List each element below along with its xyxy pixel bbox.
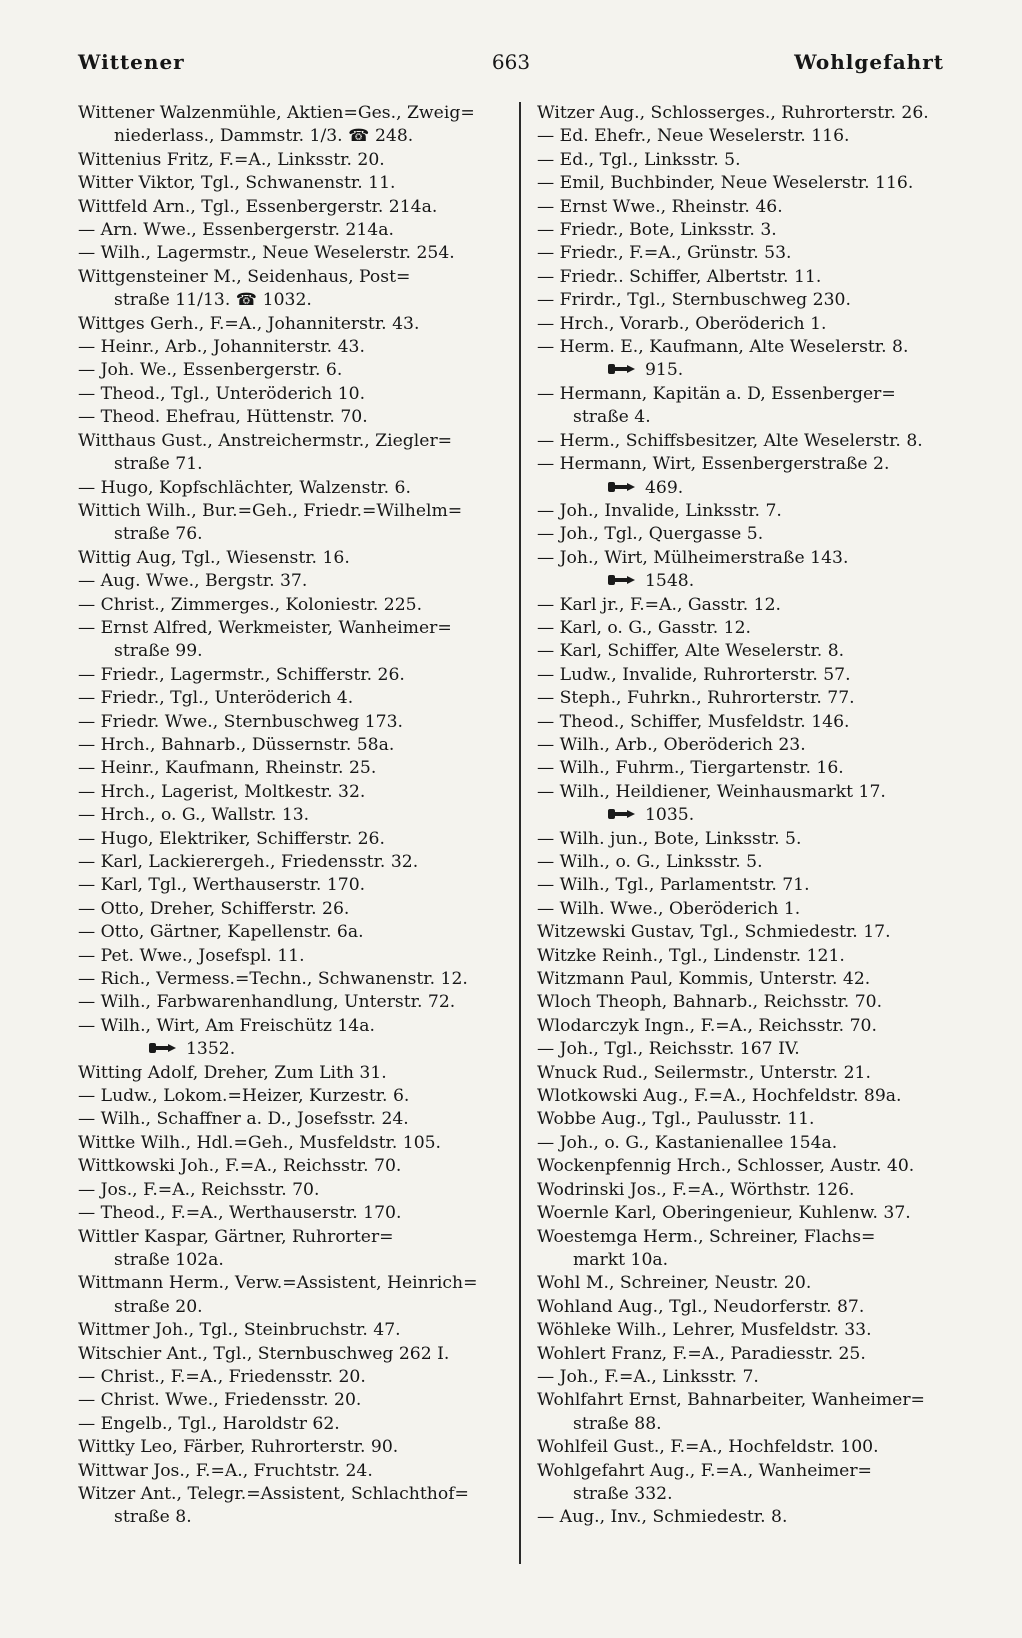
directory-entry: — Wilh., Schaffner a. D., Josefsstr. 24. [78,1109,409,1130]
directory-entry: Wodrinski Jos., F.=A., Wörthstr. 126. [537,1179,855,1200]
directory-entry: — Otto, Gärtner, Kapellenstr. 6a. [78,922,364,943]
directory-entry: Wittke Wilh., Hdl.=Geh., Musfeldstr. 105. [78,1132,442,1153]
directory-entry: Witthaus Gust., Anstreichermstr., Ziegler= [78,430,453,451]
telephone-icon [607,573,637,587]
directory-entry: Wohlfahrt Ernst, Bahnarbeiter, Wanheimer= [537,1390,925,1411]
directory-entry: — Wilh., o. G., Linksstr. 5. [537,852,763,872]
directory-entry: — Theod., F.=A., Werthauserstr. 170. [78,1203,402,1224]
directory-entry: — Friedr., Lagermstr., Schifferstr. 26. [78,664,405,685]
directory-entry: — Karl, Schiffer, Alte Weselerstr. 8. [537,641,845,662]
directory-entry: Wittenius Fritz, F.=A., Linksstr. 20. [78,149,385,170]
directory-entry: Witschier Ant., Tgl., Sternbuschweg 262 I. [78,1343,450,1364]
directory-entry: straße 4. [573,407,651,428]
header-right-catchword: Wohlgefahrt [794,50,944,74]
directory-entry: — Hrch., Bahnarb., Düssernstr. 58a. [78,734,395,755]
directory-entry: — Aug. Wwe., Bergstr. 37. [78,571,308,592]
directory-entry: Wohl M., Schreiner, Neustr. 20. [537,1273,812,1294]
page-header [78,50,944,80]
directory-entry: — Hugo, Kopfschlächter, Walzenstr. 6. [78,477,411,498]
directory-entry: — Herm. E., Kaufmann, Alte Weselerstr. 8. [537,337,909,358]
directory-entry: — Joh., Invalide, Linksstr. 7. [537,500,782,521]
directory-entry: — Hermann, Kapitän a. D, Essenberger= [537,383,896,404]
directory-entry: — Ed., Tgl., Linksstr. 5. [537,149,741,170]
directory-entry [78,1038,506,1061]
telephone-number: 915. [645,360,684,381]
directory-entry: straße 76. [114,524,203,545]
directory-entry: straße 71. [114,454,203,475]
directory-entry: Wobbe Aug., Tgl., Paulusstr. 11. [537,1109,815,1130]
directory-entry: — Joh., o. G., Kastanienallee 154a. [537,1132,838,1153]
telephone-icon [607,362,637,376]
directory-entry: Woestemga Herm., Schreiner, Flachs= [537,1226,876,1247]
directory-entry [537,570,961,593]
directory-entry: — Ernst Wwe., Rheinstr. 46. [537,196,783,217]
directory-entry: Witzmann Paul, Kommis, Unterstr. 42. [537,969,871,990]
directory-entry: — Friedr., F.=A., Grünstr. 53. [537,243,792,264]
directory-entry: markt 10a. [573,1249,669,1270]
directory-entry [537,477,961,500]
telephone-icon [607,480,637,494]
directory-entry: straße 332. [573,1483,673,1504]
directory-entry: — Hrch., Vorarb., Oberöderich 1. [537,313,827,334]
directory-entry: — Joh., Wirt, Mülheimerstraße 143. [537,547,849,568]
directory-entry: — Jos., F.=A., Reichsstr. 70. [78,1179,320,1200]
directory-entry: Wöhleke Wilh., Lehrer, Musfeldstr. 33. [537,1320,872,1341]
telephone-number: 1352. [186,1039,236,1060]
directory-entry: — Friedr.. Schiffer, Albertstr. 11. [537,266,822,287]
directory-entry: Wittig Aug, Tgl., Wiesenstr. 16. [78,547,350,568]
telephone-number: 1548. [645,571,695,592]
column-divider [519,102,521,1564]
directory-entry: Wohlert Franz, F.=A., Paradiesstr. 25. [537,1343,866,1364]
right-column [537,102,961,1530]
directory-entry: — Joh., Tgl., Reichsstr. 167 IV. [537,1039,800,1060]
directory-entry: Witzewski Gustav, Tgl., Schmiedestr. 17. [537,922,891,943]
directory-entry: Wittener Walzenmühle, Aktien=Ges., Zweig= [78,103,475,123]
directory-entry: — Wilh., Fuhrm., Tiergartenstr. 16. [537,758,844,779]
directory-entry: Wlotkowski Aug., F.=A., Hochfeldstr. 89a. [537,1086,902,1107]
directory-entry: Wittky Leo, Färber, Ruhrorterstr. 90. [78,1437,399,1458]
directory-entry: Wittmann Herm., Verw.=Assistent, Heinrich= [78,1273,478,1294]
directory-entry: — Friedr., Bote, Linksstr. 3. [537,220,777,241]
directory-entry: — Friedr., Tgl., Unteröderich 4. [78,688,354,709]
directory-entry: — Ludw., Invalide, Ruhrorterstr. 57. [537,664,851,685]
directory-entry: — Emil, Buchbinder, Neue Weselerstr. 116. [537,173,914,194]
directory-entry: straße 20. [114,1296,203,1317]
directory-entry [537,804,961,827]
directory-entry: — Heinr., Arb., Johanniterstr. 43. [78,337,365,358]
directory-entry: Witzer Aug., Schlosserges., Ruhrorterstr. 26. [537,103,929,123]
directory-entry: — Karl, Tgl., Werthauserstr. 170. [78,875,366,896]
directory-entry: — Theod., Tgl., Unteröderich 10. [78,383,366,404]
directory-entry: Wittler Kaspar, Gärtner, Ruhrorter= [78,1226,394,1247]
directory-entry: — Herm., Schiffsbesitzer, Alte Weselerstr. 8. [537,430,923,451]
directory-entry: Wittges Gerh., F.=A., Johanniterstr. 43. [78,313,420,334]
directory-entry: — Aug., Inv., Schmiedestr. 8. [537,1507,788,1528]
directory-entry: Witzer Ant., Telegr.=Assistent, Schlachthof= [78,1483,469,1504]
directory-entry: Wittfeld Arn., Tgl., Essenbergerstr. 214a. [78,196,438,217]
directory-entry: — Wilh., Arb., Oberöderich 23. [537,734,806,755]
directory-entry: Witzke Reinh., Tgl., Lindenstr. 121. [537,945,845,966]
directory-entry: Wohlfeil Gust., F.=A., Hochfeldstr. 100. [537,1437,879,1458]
directory-entry: — Joh., Tgl., Quergasse 5. [537,524,764,545]
directory-entry: Wittwar Jos., F.=A., Fruchtstr. 24. [78,1460,373,1481]
directory-entry: — Frirdr., Tgl., Sternbuschweg 230. [537,290,851,311]
directory-entry: — Wilh., Heildiener, Weinhausmarkt 17. [537,781,886,802]
directory-entry: Wittmer Joh., Tgl., Steinbruchstr. 47. [78,1320,401,1341]
telephone-icon [148,1041,178,1055]
directory-entry: Woernle Karl, Oberingenieur, Kuhlenw. 37. [537,1203,911,1224]
header-left-catchword: Wittener [78,50,185,74]
directory-entry: — Otto, Dreher, Schifferstr. 26. [78,898,350,919]
directory-entry: — Christ., F.=A., Friedensstr. 20. [78,1366,366,1387]
directory-entry: — Christ. Wwe., Friedensstr. 20. [78,1390,362,1411]
directory-entry: Wloch Theoph, Bahnarb., Reichsstr. 70. [537,992,883,1013]
directory-entry: Wittkowski Joh., F.=A., Reichsstr. 70. [78,1156,402,1177]
directory-entry: straße 88. [573,1413,662,1434]
directory-entry: — Hugo, Elektriker, Schifferstr. 26. [78,828,385,849]
directory-entry: niederlass., Dammstr. 1/3. ☎ 248. [114,126,414,147]
directory-entry: — Wilh., Farbwarenhandlung, Unterstr. 72. [78,992,456,1013]
directory-entry: — Theod. Ehefrau, Hüttenstr. 70. [78,407,368,428]
directory-entry: — Ernst Alfred, Werkmeister, Wanheimer= [78,617,452,638]
directory-entry: — Karl jr., F.=A., Gasstr. 12. [537,594,781,615]
telephone-number: 469. [645,477,684,498]
directory-entry: — Hermann, Wirt, Essenbergerstraße 2. [537,454,890,475]
directory-entry: — Arn. Wwe., Essenbergerstr. 214a. [78,220,394,241]
directory-entry: — Christ., Zimmerges., Koloniestr. 225. [78,594,423,615]
directory-entry: straße 8. [114,1507,192,1528]
directory-entry: — Karl, o. G., Gasstr. 12. [537,617,751,638]
directory-entry: — Engelb., Tgl., Haroldstr 62. [78,1413,340,1434]
directory-entry: Wittgensteiner M., Seidenhaus, Post= [78,266,411,287]
directory-entry: — Hrch., o. G., Wallstr. 13. [78,805,310,826]
directory-entry: Wohland Aug., Tgl., Neudorferstr. 87. [537,1296,865,1317]
directory-entry: — Wilh., Lagermstr., Neue Weselerstr. 254. [78,243,455,264]
directory-entry: — Hrch., Lagerist, Moltkestr. 32. [78,781,366,802]
directory-entry: — Ludw., Lokom.=Heizer, Kurzestr. 6. [78,1086,410,1107]
directory-entry: — Theod., Schiffer, Musfeldstr. 146. [537,711,850,732]
directory-entry: — Karl, Lackierergeh., Friedensstr. 32. [78,852,419,872]
directory-entry: Wlodarczyk Ingn., F.=A., Reichsstr. 70. [537,1015,877,1036]
directory-entry: straße 11/13. ☎ 1032. [114,290,312,311]
page-number: 663 [491,50,531,74]
directory-entry: — Joh., F.=A., Linksstr. 7. [537,1366,759,1387]
directory-entry: — Steph., Fuhrkn., Ruhrorterstr. 77. [537,688,855,709]
directory-entry: — Heinr., Kaufmann, Rheinstr. 25. [78,758,377,779]
directory-entry: — Wilh. jun., Bote, Linksstr. 5. [537,828,802,849]
directory-entry: Wohlgefahrt Aug., F.=A., Wanheimer= [537,1460,872,1481]
directory-entry: straße 102a. [114,1249,224,1270]
directory-entry: — Joh. We., Essenbergerstr. 6. [78,360,343,381]
directory-entry: Witting Adolf, Dreher, Zum Lith 31. [78,1062,387,1083]
directory-entry: — Wilh. Wwe., Oberöderich 1. [537,898,801,919]
left-column [78,102,506,1530]
telephone-number: 1035. [645,805,695,826]
directory-entry: — Rich., Vermess.=Techn., Schwanenstr. 12. [78,969,468,990]
directory-entry: — Ed. Ehefr., Neue Weselerstr. 116. [537,126,850,147]
directory-entry: — Pet. Wwe., Josefspl. 11. [78,945,305,966]
directory-entry: — Wilh., Tgl., Parlamentstr. 71. [537,875,810,896]
directory-entry: — Friedr. Wwe., Sternbuschweg 173. [78,711,404,732]
telephone-icon [607,807,637,821]
directory-entry: Witter Viktor, Tgl., Schwanenstr. 11. [78,173,396,194]
directory-entry: Wnuck Rud., Seilermstr., Unterstr. 21. [537,1062,871,1083]
directory-entry: Wittich Wilh., Bur.=Geh., Friedr.=Wilhelm= [78,500,463,521]
directory-entry: Wockenpfennig Hrch., Schlosser, Austr. 40. [537,1156,915,1177]
directory-entry: straße 99. [114,641,203,662]
directory-entry [537,359,961,382]
directory-entry: — Wilh., Wirt, Am Freischütz 14a. [78,1015,375,1036]
